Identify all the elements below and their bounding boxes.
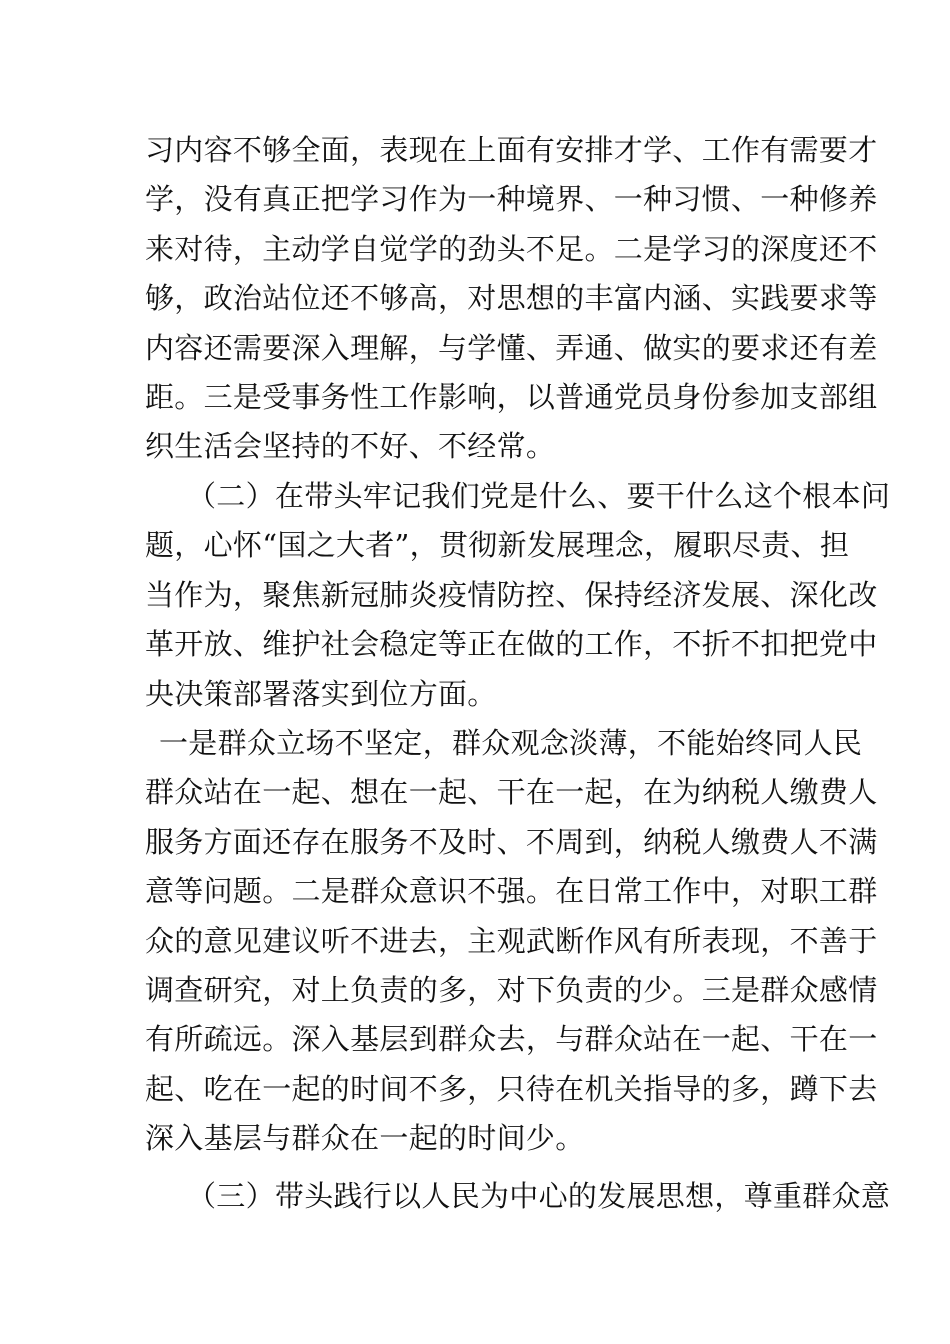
text-line: 有所疏远。深入基层到群众去，与群众站在一起、干在一 [145,1022,878,1057]
text-line: 起、吃在一起的时间不多，只待在机关指导的多，蹲下去 [145,1071,878,1106]
text-line: 习内容不够全面，表现在上面有安排才学、工作有需要才 [145,133,878,167]
text-line: （二）在带头牢记我们党是什么、要干什么这个根本问 [187,479,891,513]
text-line: 内容还需要深入理解，与学懂、弄通、做实的要求还有差 [145,330,878,365]
text-line: 服务方面还存在服务不及时、不周到，纳税人缴费人不满 [145,824,878,859]
text-line: 距。三是受事务性工作影响，以普通党员身份参加支部组 [145,379,878,414]
text-line: 织生活会坚持的不好、不经常。 [145,429,556,464]
text-line: （三）带头践行以人民为中心的发展思想，尊重群众意 [187,1179,891,1213]
text-line: 调查研究，对上负责的多，对下负责的少。三是群众感情 [145,972,878,1007]
text-line: 意等问题。二是群众意识不强。在日常工作中，对职工群 [145,874,878,909]
text-line: 当作为，聚焦新冠肺炎疫情防控、保持经济发展、深化改 [145,577,878,612]
paragraph-body [145,719,878,1164]
section-heading-3 [145,1172,891,1221]
paragraph-continued [145,126,878,472]
text-line: 深入基层与群众在一起的时间少。 [145,1121,585,1156]
text-line: 学，没有真正把学习作为一种境界、一种习惯、一种修养 [145,182,878,217]
text-line: 群众站在一起、想在一起、干在一起，在为纳税人缴费人 [145,775,878,810]
text-line: 来对待，主动学自觉学的劲头不足。二是学习的深度还不 [145,231,878,266]
text-line: 众的意见建议听不进去，主观武断作风有所表现，不善于 [145,923,878,958]
section-heading-2 [145,472,891,719]
text-line: 一是群众立场不坚定，群众观念淡薄，不能始终同人民 [159,726,863,760]
text-line: 革开放、维护社会稳定等正在做的工作，不折不扣把党中 [145,627,878,662]
text-line: 够，政治站位还不够高，对思想的丰富内涵、实践要求等 [145,281,878,316]
text-line: 题，心怀“国之大者”，贯彻新发展理念，履职尽责、担 [145,528,850,563]
text-line: 央决策部署落实到位方面。 [145,676,497,711]
